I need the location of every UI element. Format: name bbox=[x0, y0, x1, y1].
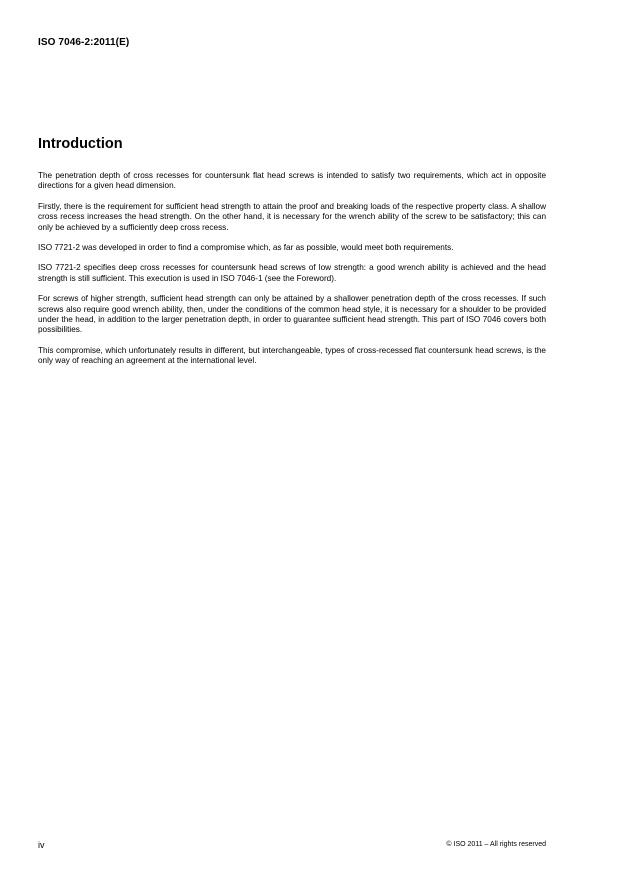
paragraph: For screws of higher strength, sufficient head strength can only be attained by a shallower penetration depth of the cross recesses. If such screws also require good wrench ability, then, under the conditions of the common head style, it is necessary for a shoulder to be provided under the head, in addition to the larger penetration depth, in order to guarantee sufficient head strength. This part of ISO 7046 covers both possibilities. bbox=[38, 294, 546, 335]
paragraph: This compromise, which unfortunately results in different, but interchangeable, types of cross-recessed flat countersunk head screws, is the only way of reaching an agreement at the international level. bbox=[38, 345, 546, 366]
paragraph: Firstly, there is the requirement for sufficient head strength to attain the proof and breaking loads of the respective property class. A shallow cross recess increases the head strength. On the other hand, it is necessary for the wrench ability of the screw to be satisfactory; this can only be achieved by a sufficiently deep cross recess. bbox=[38, 201, 546, 232]
paragraph: The penetration depth of cross recesses for countersunk flat head screws is intended to satisfy two requirements, which act in opposite directions for a given head dimension. bbox=[38, 171, 546, 191]
copyright-notice: © ISO 2011 – All rights reserved bbox=[446, 841, 546, 848]
body-text bbox=[38, 171, 546, 377]
page-number: iv bbox=[38, 840, 45, 850]
paragraph: ISO 7721-2 was developed in order to find a compromise which, as far as possible, would meet both requirements. bbox=[38, 243, 454, 253]
paragraph: ISO 7721-2 specifies deep cross recesses for countersunk head screws of low strength: a good wrench ability is achieved and the head strength is still sufficient. This execution is used in ISO 7046-1 (see the Foreword). bbox=[38, 263, 546, 283]
document-id: ISO 7046-2:2011(E) bbox=[38, 37, 130, 48]
section-title: Introduction bbox=[38, 136, 123, 152]
